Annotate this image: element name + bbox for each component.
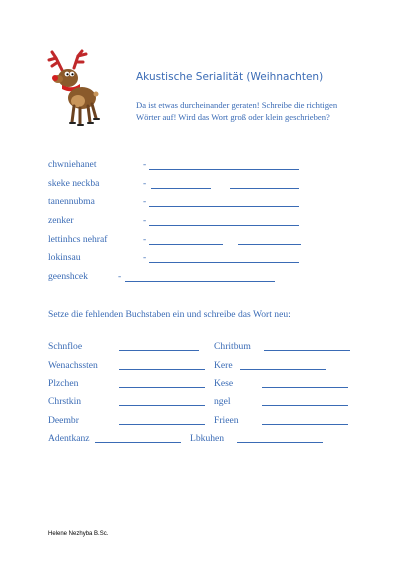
dash: - <box>143 252 147 263</box>
answer-blank[interactable] <box>119 369 205 370</box>
dash: - <box>143 178 147 189</box>
answer-blank[interactable] <box>237 442 323 443</box>
scrambled-word: lokinsau <box>48 252 81 263</box>
gap-word: Schnfloe <box>48 341 83 352</box>
dash: - <box>143 196 147 207</box>
scrambled-word: chwniehanet <box>48 159 97 170</box>
dash: - <box>143 234 147 245</box>
answer-blank[interactable] <box>149 262 299 263</box>
gap-word: Lbkuhen <box>190 433 225 444</box>
answer-blank[interactable] <box>119 350 199 351</box>
answer-blank[interactable] <box>262 424 348 425</box>
answer-blank[interactable] <box>149 169 299 170</box>
gap-word: Adentkanz <box>48 433 90 444</box>
answer-blank[interactable] <box>119 424 205 425</box>
answer-blank[interactable] <box>149 244 223 245</box>
scrambled-word: zenker <box>48 215 74 226</box>
answer-blank[interactable] <box>264 350 350 351</box>
answer-blank[interactable] <box>149 206 299 207</box>
author-footer: Helene Nezhyba B.Sc. <box>48 531 109 537</box>
answer-blank[interactable] <box>125 281 275 282</box>
gap-word: Plzchen <box>48 378 79 389</box>
answer-blank[interactable] <box>262 405 348 406</box>
answer-blank[interactable] <box>119 405 205 406</box>
answer-blank[interactable] <box>238 244 301 245</box>
gap-word: Frieen <box>214 415 239 426</box>
answer-blank[interactable] <box>151 188 211 189</box>
gap-word: Chritbum <box>214 341 251 352</box>
gap-word: Kere <box>214 360 233 371</box>
answer-blank[interactable] <box>230 188 299 189</box>
intro-text: Da ist etwas durcheinander geraten! Schreibe die richtigen Wörter auf! Wird das Wort groß oder klein geschrieben? <box>136 100 338 122</box>
gap-word: Deembr <box>48 415 79 426</box>
gap-word: Wenachssten <box>48 360 98 371</box>
scrambled-word: skeke neckba <box>48 178 100 189</box>
reindeer-illustration <box>44 48 106 128</box>
dash: - <box>118 271 122 282</box>
scrambled-word: lettinhcs nehraf <box>48 234 108 245</box>
answer-blank[interactable] <box>95 442 181 443</box>
scrambled-word: tanennubma <box>48 196 95 207</box>
page-title: Akustische Serialität (Weihnachten) <box>136 71 324 83</box>
gap-word: Kese <box>214 378 234 389</box>
answer-blank[interactable] <box>240 369 326 370</box>
dash: - <box>143 215 147 226</box>
section2-instruction: Setze die fehlenden Buchstaben ein und schreibe das Wort neu: <box>48 309 291 320</box>
answer-blank[interactable] <box>262 387 348 388</box>
dash: - <box>143 159 147 170</box>
gap-word: ngel <box>214 396 231 407</box>
scrambled-word: geenshcek <box>48 271 88 282</box>
gap-word: Chrstkin <box>48 396 82 407</box>
answer-blank[interactable] <box>119 387 205 388</box>
answer-blank[interactable] <box>149 225 299 226</box>
